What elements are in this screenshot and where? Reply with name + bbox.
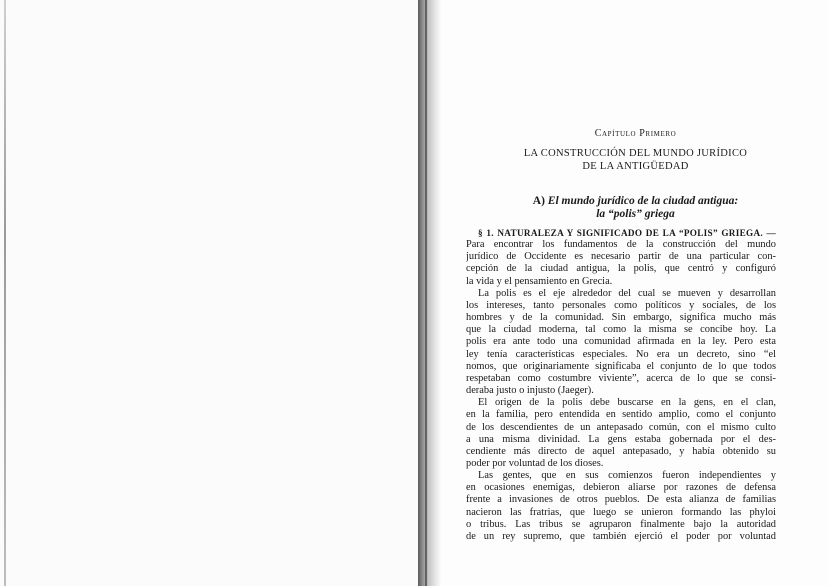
chapter-title-line-2: DE LA ANTIGÜEDAD — [582, 161, 689, 172]
paragraph-2-line-6: ley tenía características especiales. No era un decreto, sino “el — [466, 348, 776, 360]
book-gutter — [418, 0, 442, 586]
chapter-label — [443, 128, 828, 139]
paragraph-1-line-4: cepción de la ciudad antigua, la polis, que centró y configuró — [466, 263, 776, 275]
paragraph-2-line-7: nomos, que originariamente significaba el conjunto de lo que todos — [466, 360, 776, 372]
paragraph-1-line-3: jurídico de Occidente es necesario partir de una particular con- — [466, 251, 776, 263]
paragraph-2-line-3: hombres y de la comunidad. Sin embargo, significa mucho más — [466, 312, 776, 324]
paragraph-4-line-2: en ocasiones enemigas, debieron aliarse por razones de defensa — [466, 482, 776, 494]
paragraph-2-line-2: los intereses, tanto personales como políticos y sociales, de los — [466, 299, 776, 311]
paragraph-2-line-4: que la ciudad moderna, tal como la misma se concibe hoy. La — [466, 324, 776, 336]
paragraph-2-line-1: La polis es el eje alrededor del cual se mueven y desarrollan — [478, 287, 776, 299]
section-title-line-1 — [443, 195, 828, 208]
gutter-fold-line — [425, 0, 427, 586]
paragraph-2-line-5: polis era ante todo una comunidad afirmada en la ley. Pero esta — [466, 336, 776, 348]
paragraph-3-line-2: en la familia, pero entendida en sentido amplio, como el conjunto — [466, 409, 776, 421]
paragraph-3-line-4: a una misma divinidad. La gens estaba gobernada por el des- — [466, 433, 776, 445]
paragraph-3-line-1: El origen de la polis debe buscarse en la gens, en el clan, — [478, 397, 776, 409]
paragraph-4-line-1: Las gentes, que en sus comienzos fueron independientes y — [478, 470, 776, 482]
left-page-edge — [4, 0, 6, 586]
paragraph-1-line-2: Para encontrar los fundamentos de la construcción del mundo — [466, 239, 776, 251]
paragraph-1-line-5: la vida y el pensamiento en Grecia. — [466, 275, 613, 287]
chapter-title — [443, 147, 828, 173]
paragraph-4-line-5: o tribus. Las tribus se agruparon finalmente bajo la autoridad — [466, 518, 776, 530]
paragraph-2-line-9: deraba justo o injusto (Jaeger). — [466, 385, 594, 397]
section-label: A) — [532, 195, 545, 207]
body-text — [466, 227, 776, 543]
paragraph-3-line-3: de los descendientes de un antepasado común, con el mismo culto — [466, 421, 776, 433]
section-title-text-1: El mundo jurídico de la ciudad antigua: — [547, 195, 739, 207]
section-title-line-2: la “polis” griega — [596, 208, 675, 220]
paragraph-4-line-3: frente a invasiones de otros pueblos. De esta alianza de familias — [466, 494, 776, 506]
paragraph-2-line-8: respetaban como costumbre viviente”, acerca de lo que se consi- — [466, 372, 776, 384]
chapter-label-text: Capítulo Primero — [594, 128, 677, 139]
chapter-title-line-1: LA CONSTRUCCIÓN DEL MUNDO JURÍDICO — [523, 148, 748, 159]
paragraph-1-line-1: § 1. NATURALEZA Y SIGNIFICADO DE LA “POLIS” GRIEGA. — — [478, 228, 776, 238]
paragraph-4-line-4: nacieron las fratrias, que luego se unieron formando las phyloi — [466, 506, 776, 518]
paragraph-4-line-6: de un rey supremo, que también ejerció el poder por voluntad — [466, 530, 776, 542]
paragraph-3-line-5: cendiente más directo de aquel antepasado, y había obtenido su — [466, 445, 776, 457]
paragraph-3-line-6: poder por voluntad de los dioses. — [466, 457, 604, 469]
section-title — [443, 195, 828, 221]
